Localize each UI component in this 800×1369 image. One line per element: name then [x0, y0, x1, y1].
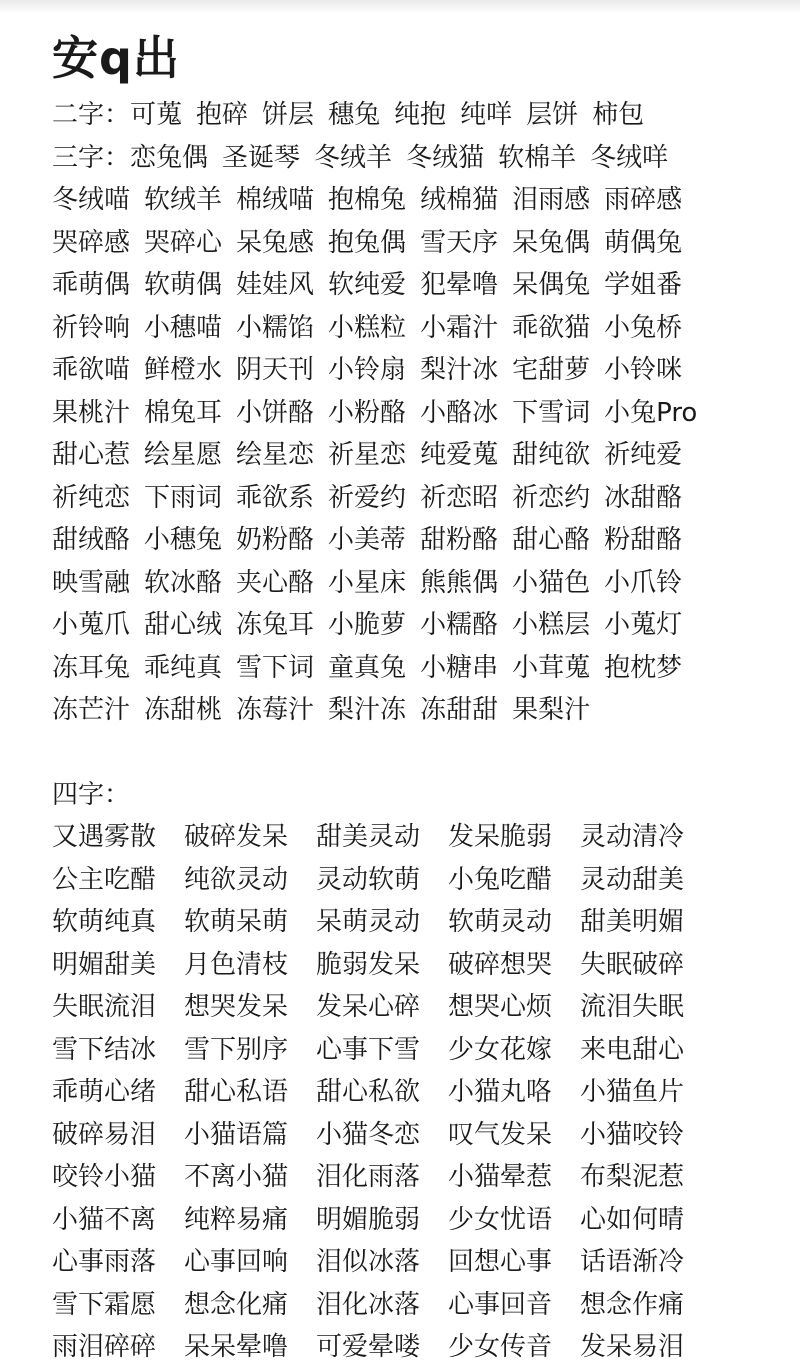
word: 破碎发呆	[184, 822, 289, 852]
word: 心事下雪	[316, 1034, 421, 1065]
word: 宅甜萝	[512, 355, 591, 385]
word: 雪下词	[236, 652, 315, 683]
word: 乖欲猫	[512, 312, 591, 343]
word: 夹心酪	[236, 567, 315, 598]
word: 雨泪碎碎	[52, 1332, 157, 1362]
word: 冻莓汁	[236, 695, 315, 725]
word: 抱枕梦	[604, 652, 683, 683]
word: 雪下别序	[184, 1034, 289, 1065]
word: 小铃咪	[604, 355, 683, 385]
word-line	[52, 222, 782, 265]
word: 小猫丸咯	[448, 1077, 553, 1107]
word-line	[52, 179, 782, 222]
word: 纯咩	[460, 100, 513, 130]
word: 公主吃醋	[52, 864, 157, 895]
word: 小猫晕惹	[448, 1162, 553, 1192]
word: 想哭心烦	[448, 992, 553, 1022]
four-char-list	[52, 816, 782, 1369]
word: 抱碎	[196, 100, 249, 130]
word-line	[52, 1114, 782, 1157]
word: 冬绒羊	[314, 142, 393, 173]
word: 明媚脆弱	[316, 1204, 421, 1235]
word: 泪化雨落	[316, 1162, 421, 1192]
word: 流泪失眠	[580, 992, 685, 1022]
word: 小脆萝	[328, 610, 407, 640]
word: 呆呆晕噜	[184, 1332, 289, 1362]
word: 小糕层	[512, 610, 591, 640]
word: 圣诞琴	[222, 142, 301, 173]
word: 破碎想哭	[448, 949, 553, 980]
word: 小铃扇	[328, 355, 407, 385]
three-char-first-line	[52, 137, 782, 180]
word: 呆萌灵动	[316, 907, 421, 937]
word: 软萌纯真	[52, 907, 157, 937]
word: 哭碎感	[52, 227, 131, 258]
four-char-label-line	[52, 774, 782, 817]
word: 冬绒猫	[406, 142, 485, 173]
word: 梨汁冻	[328, 695, 407, 725]
word: 乖欲系	[236, 482, 315, 513]
word: 萌偶兔	[604, 227, 683, 258]
word: 梨汁冰	[420, 355, 499, 385]
word: 小兔吃醋	[448, 864, 553, 895]
word: 棉兔耳	[144, 397, 223, 428]
word: 小星床	[328, 567, 407, 598]
two-char-label: 二字：	[52, 100, 131, 130]
word: 哭碎心	[144, 227, 223, 258]
word: 下雪词	[512, 397, 591, 428]
word: 果梨汁	[512, 695, 591, 725]
word-line	[52, 986, 782, 1029]
word: 纯抱	[394, 100, 447, 130]
word-line	[52, 816, 782, 859]
word: 乖欲喵	[52, 355, 131, 385]
word: 甜绒酪	[52, 525, 131, 555]
word-line	[52, 689, 782, 732]
word: 心事回音	[448, 1289, 553, 1320]
word-line	[52, 307, 782, 350]
word: 童真兔	[328, 652, 407, 683]
word: 软萌呆萌	[184, 907, 289, 937]
word: 软绒羊	[144, 185, 223, 215]
word: 乖纯真	[144, 652, 223, 683]
word: 棉绒喵	[236, 185, 315, 215]
word: 甜心惹	[52, 440, 131, 470]
word-line	[52, 944, 782, 987]
word: 软萌偶	[144, 270, 223, 300]
word: 纯欲灵动	[184, 864, 289, 895]
word: 祈爱约	[328, 482, 407, 513]
word: 祈星恋	[328, 440, 407, 470]
word: 甜美明媚	[580, 907, 685, 937]
word: 小兔Pro	[604, 397, 698, 428]
word: 泪似冰落	[316, 1247, 421, 1277]
two-char-line	[52, 94, 782, 137]
word: 甜心私欲	[316, 1077, 421, 1107]
word-line	[52, 647, 782, 690]
word: 抱兔偶	[328, 227, 407, 258]
word: 绘星愿	[144, 440, 223, 470]
word: 学姐番	[604, 270, 683, 300]
word: 小猫不离	[52, 1204, 157, 1235]
word: 软萌灵动	[448, 907, 553, 937]
word: 甜心绒	[144, 610, 223, 640]
word: 冻甜桃	[144, 695, 223, 725]
word: 映雪融	[52, 567, 131, 598]
word: 乖萌心绪	[52, 1077, 157, 1107]
word-line	[52, 604, 782, 647]
word: 犯晕噜	[420, 270, 499, 300]
word: 心事雨落	[52, 1247, 157, 1277]
top-edge-shadow	[0, 0, 800, 14]
word: 小美蒂	[328, 525, 407, 555]
word: 失眠流泪	[52, 992, 157, 1022]
word: 阴天刊	[236, 355, 315, 385]
word: 想哭发呆	[184, 992, 289, 1022]
word: 小茸蒐	[512, 652, 591, 683]
word: 穗兔	[328, 100, 381, 130]
word: 小蒐灯	[604, 610, 683, 640]
word: 心事回响	[184, 1247, 289, 1277]
word: 绘星恋	[236, 440, 315, 470]
word: 软冰酪	[144, 567, 223, 598]
word: 雨碎感	[604, 185, 683, 215]
word: 月色清枝	[184, 949, 289, 980]
word: 小粉酪	[328, 397, 407, 428]
word: 失眠破碎	[580, 949, 685, 980]
word-line	[52, 434, 782, 477]
word: 粉甜酪	[604, 525, 683, 555]
word: 绒棉猫	[420, 185, 499, 215]
word: 可蒐	[130, 100, 183, 130]
three-char-label: 三字：	[52, 142, 131, 173]
word: 咬铃小猫	[52, 1162, 157, 1192]
word: 布梨泥惹	[580, 1162, 685, 1192]
word: 小糖串	[420, 652, 499, 683]
word: 脆弱发呆	[316, 949, 421, 980]
word: 小饼酪	[236, 397, 315, 428]
word: 小穗喵	[144, 312, 223, 343]
word: 明媚甜美	[52, 949, 157, 980]
word: 甜心酪	[512, 525, 591, 555]
word: 乖萌偶	[52, 270, 131, 300]
four-char-label: 四字：	[52, 779, 131, 810]
word: 呆偶兔	[512, 270, 591, 300]
word: 灵动甜美	[580, 864, 685, 895]
word-line	[52, 1241, 782, 1284]
note-content	[52, 26, 782, 1369]
word: 娃娃风	[236, 270, 315, 300]
word: 少女传音	[448, 1332, 553, 1362]
word: 祈恋约	[512, 482, 591, 513]
word: 小酪冰	[420, 397, 499, 428]
word: 心如何晴	[580, 1204, 685, 1235]
word-line	[52, 1284, 782, 1327]
word: 甜美灵动	[316, 822, 421, 852]
word: 小糯馅	[236, 312, 315, 343]
word: 甜心私语	[184, 1077, 289, 1107]
word-line	[52, 562, 782, 605]
word: 话语渐冷	[580, 1247, 685, 1277]
word: 小爪铃	[604, 567, 683, 598]
word-line	[52, 477, 782, 520]
word: 软棉羊	[498, 142, 577, 173]
word: 果桃汁	[52, 397, 131, 428]
word: 下雨词	[144, 482, 223, 513]
word: 冬绒咩	[590, 142, 669, 173]
word: 想念化痛	[184, 1289, 289, 1320]
word: 叹气发呆	[448, 1119, 553, 1150]
word-line	[52, 349, 782, 392]
word: 小糯酪	[420, 610, 499, 640]
word-line	[52, 519, 782, 562]
word: 雪下结冰	[52, 1034, 157, 1065]
word: 小猫咬铃	[580, 1119, 685, 1150]
word: 雪天序	[420, 227, 499, 258]
word: 少女花嫁	[448, 1034, 553, 1065]
word: 奶粉酪	[236, 525, 315, 555]
word-line	[52, 859, 782, 902]
word: 甜粉酪	[420, 525, 499, 555]
word-line	[52, 392, 782, 435]
word-line	[52, 1326, 782, 1369]
word: 小糕粒	[328, 312, 407, 343]
word: 灵动清冷	[580, 822, 685, 852]
word: 小猫冬恋	[316, 1119, 421, 1150]
word: 冬绒喵	[52, 185, 131, 215]
word: 甜纯欲	[512, 440, 591, 470]
section-spacer	[52, 732, 782, 774]
word: 呆兔感	[236, 227, 315, 258]
word: 泪化冰落	[316, 1289, 421, 1320]
word: 又遇雾散	[52, 822, 157, 852]
word: 回想心事	[448, 1247, 553, 1277]
word: 小猫语篇	[184, 1119, 289, 1150]
three-char-list	[52, 179, 782, 732]
word: 软纯爱	[328, 270, 407, 300]
word: 雪下霜愿	[52, 1289, 157, 1320]
word: 柿包	[592, 100, 645, 130]
page-title: 安q出	[52, 31, 180, 85]
word: 祈恋昭	[420, 482, 499, 513]
word: 冻耳兔	[52, 652, 131, 683]
word: 发呆脆弱	[448, 822, 553, 852]
word: 泪雨感	[512, 185, 591, 215]
word: 小猫鱼片	[580, 1077, 685, 1107]
word: 来电甜心	[580, 1034, 685, 1065]
word: 灵动软萌	[316, 864, 421, 895]
word: 纯粹易痛	[184, 1204, 289, 1235]
word: 冻兔耳	[236, 610, 315, 640]
word: 小猫色	[512, 567, 591, 598]
word: 祈纯恋	[52, 482, 131, 513]
word: 发呆心碎	[316, 992, 421, 1022]
word-line	[52, 1071, 782, 1114]
word-line	[52, 901, 782, 944]
word-line	[52, 264, 782, 307]
word: 小兔桥	[604, 312, 683, 343]
word: 冰甜酪	[604, 482, 683, 513]
word: 小蒐爪	[52, 610, 131, 640]
word: 发呆易泪	[580, 1332, 685, 1362]
word: 可爱晕喽	[316, 1332, 421, 1362]
word: 恋兔偶	[130, 142, 209, 173]
word: 抱棉兔	[328, 185, 407, 215]
word: 鲜橙水	[144, 355, 223, 385]
word: 不离小猫	[184, 1162, 289, 1192]
word: 破碎易泪	[52, 1119, 157, 1150]
word: 饼层	[262, 100, 315, 130]
word: 呆兔偶	[512, 227, 591, 258]
word: 小霜汁	[420, 312, 499, 343]
word: 层饼	[526, 100, 579, 130]
word: 冻甜甜	[420, 695, 499, 725]
word: 熊熊偶	[420, 567, 499, 598]
word: 少女忧语	[448, 1204, 553, 1235]
word: 祈纯爱	[604, 440, 683, 470]
word: 小穗兔	[144, 525, 223, 555]
word-line	[52, 1199, 782, 1242]
word: 纯爱蒐	[420, 440, 499, 470]
word-line	[52, 1029, 782, 1072]
word: 祈铃响	[52, 312, 131, 343]
word: 想念作痛	[580, 1289, 685, 1320]
word: 冻芒汁	[52, 695, 131, 725]
word-line	[52, 1156, 782, 1199]
